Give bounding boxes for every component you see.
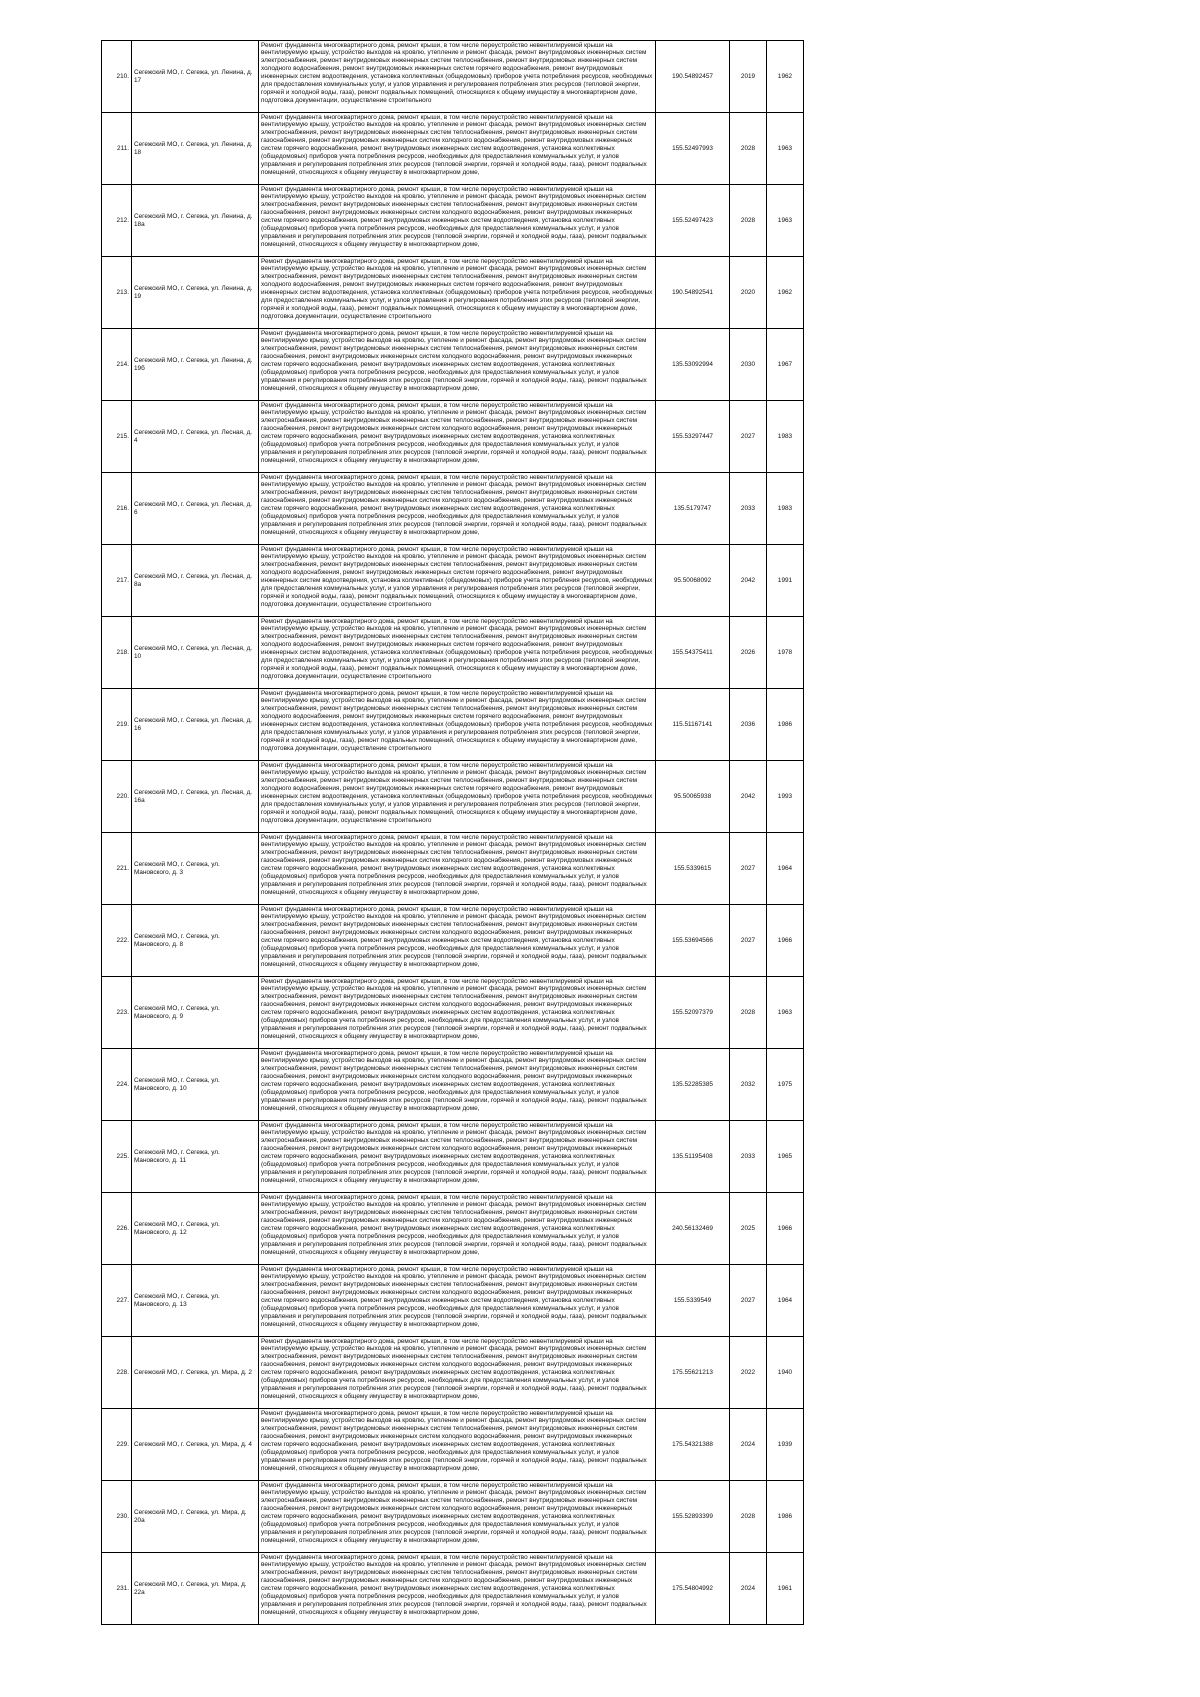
cost-cell: 135.52285385: [656, 1049, 730, 1121]
works-cell: [259, 977, 656, 1049]
table-row: [102, 689, 804, 761]
row-number: 221.: [102, 833, 132, 905]
table-row: [102, 1553, 804, 1625]
built-year-cell: 1962: [767, 257, 804, 329]
planned-year-cell: 2025: [730, 1193, 767, 1265]
built-year-cell: 1978: [767, 617, 804, 689]
works-cell: [259, 545, 656, 617]
works-text: Ремонт фундамента многоквартирного дома, ремонт крыши, в том числе переустройство невентилируемой крыши на вентилируемую крышу, устройство выходов на кровлю, утепление и ремонт фасада, ремонт внутридомовых инженерных систем электроснабжения, ремонт внутридомовых инженерных систем теплоснабжения, ремонт внутридомовых инженерных систем холодного водоснабжения, ремонт внутридомовых инженерных систем горячего водоснабжения, ремонт внутридомовых инженерных систем водоотведения, установка коллективных (общедомовых) приборов учета потребления ресурсов, необходимых для предоставления коммунальных услуг, и узлов управления и регулирования потребления этих ресурсов (тепловой энергии, горячей и холодной воды, газа), ремонт подвальных помещений, относящихся к общему имуществу в многоквартирном доме, подготовка документации, осуществление строительного: [261, 761, 653, 824]
works-cell: [259, 1553, 656, 1625]
planned-year-cell: 2027: [730, 1265, 767, 1337]
built-year-cell: 1963: [767, 185, 804, 257]
cost-cell: 155.5339615: [656, 833, 730, 905]
built-year-cell: 1940: [767, 1337, 804, 1409]
planned-year-cell: 2028: [730, 113, 767, 185]
row-number: 213.: [102, 257, 132, 329]
address-cell: Сегежский МО, г. Сегежа, ул. Ленина, д. 17: [132, 41, 259, 113]
row-number: 227.: [102, 1265, 132, 1337]
table-row: [102, 113, 804, 185]
works-text: Ремонт фундамента многоквартирного дома, ремонт крыши, в том числе переустройство невентилируемой крыши на вентилируемую крышу, устройство выходов на кровлю, утепление и ремонт фасада, ремонт внутридомовых инженерных систем электроснабжения, ремонт внутридомовых инженерных систем теплоснабжения, ремонт внутридомовых инженерных систем газоснабжения, ремонт внутридомовых инженерных систем холодного водоснабжения, ремонт внутридомовых инженерных систем горячего водоснабжения, ремонт внутридомовых инженерных систем водоотведения, установка коллективных (общедомовых) приборов учета потребления ресурсов, необходимых для предоставления коммунальных услуг, и узлов управления и регулирования потребления этих ресурсов (тепловой энергии, горячей и холодной воды, газа), ремонт подвальных помещений, относящихся к общему имуществу в многоквартирном доме,: [261, 185, 647, 248]
address-cell: Сегежский МО, г. Сегежа, ул. Ленина, д. 18а: [132, 185, 259, 257]
table-row: [102, 41, 804, 113]
row-number: 220.: [102, 761, 132, 833]
works-cell: [259, 761, 656, 833]
works-text: Ремонт фундамента многоквартирного дома, ремонт крыши, в том числе переустройство невентилируемой крыши на вентилируемую крышу, устройство выходов на кровлю, утепление и ремонт фасада, ремонт внутридомовых инженерных систем электроснабжения, ремонт внутридомовых инженерных систем теплоснабжения, ремонт внутридомовых инженерных систем газоснабжения, ремонт внутридомовых инженерных систем холодного водоснабжения, ремонт внутридомовых инженерных систем горячего водоснабжения, ремонт внутридомовых инженерных систем водоотведения, установка коллективных (общедомовых) приборов учета потребления ресурсов, необходимых для предоставления коммунальных услуг, и узлов управления и регулирования потребления этих ресурсов (тепловой энергии, горячей и холодной воды, газа), ремонт подвальных помещений, относящихся к общему имуществу в многоквартирном доме,: [261, 401, 647, 464]
works-text: Ремонт фундамента многоквартирного дома, ремонт крыши, в том числе переустройство невентилируемой крыши на вентилируемую крышу, устройство выходов на кровлю, утепление и ремонт фасада, ремонт внутридомовых инженерных систем электроснабжения, ремонт внутридомовых инженерных систем теплоснабжения, ремонт внутридомовых инженерных систем газоснабжения, ремонт внутридомовых инженерных систем холодного водоснабжения, ремонт внутридомовых инженерных систем горячего водоснабжения, ремонт внутридомовых инженерных систем водоотведения, установка коллективных (общедомовых) приборов учета потребления ресурсов, необходимых для предоставления коммунальных услуг, и узлов управления и регулирования потребления этих ресурсов (тепловой энергии, горячей и холодной воды, газа), ремонт подвальных помещений, относящихся к общему имуществу в многоквартирном доме,: [261, 1481, 647, 1544]
row-number: 212.: [102, 185, 132, 257]
works-cell: [259, 41, 656, 113]
planned-year-cell: 2022: [730, 1337, 767, 1409]
table-row: [102, 761, 804, 833]
works-cell: [259, 473, 656, 545]
address-cell: Сегежский МО, г. Сегежа, ул. Мира, д. 22а: [132, 1553, 259, 1625]
row-number: 231.: [102, 1553, 132, 1625]
built-year-cell: 1983: [767, 473, 804, 545]
address-cell: Сегежский МО, г. Сегежа, ул. Лесная, д. 16а: [132, 761, 259, 833]
works-cell: [259, 329, 656, 401]
built-year-cell: 1986: [767, 689, 804, 761]
row-number: 215.: [102, 401, 132, 473]
planned-year-cell: 2024: [730, 1553, 767, 1625]
address-cell: Сегежский МО, г. Сегежа, ул. Лесная, д. 10: [132, 617, 259, 689]
address-cell: Сегежский МО, г. Сегежа, ул. Мановского, д. 8: [132, 905, 259, 977]
built-year-cell: 1993: [767, 761, 804, 833]
cost-cell: 175.55621213: [656, 1337, 730, 1409]
planned-year-cell: 2026: [730, 617, 767, 689]
works-text: Ремонт фундамента многоквартирного дома, ремонт крыши, в том числе переустройство невентилируемой крыши на вентилируемую крышу, устройство выходов на кровлю, утепление и ремонт фасада, ремонт внутридомовых инженерных систем электроснабжения, ремонт внутридомовых инженерных систем теплоснабжения, ремонт внутридомовых инженерных систем газоснабжения, ремонт внутридомовых инженерных систем холодного водоснабжения, ремонт внутридомовых инженерных систем горячего водоснабжения, ремонт внутридомовых инженерных систем водоотведения, установка коллективных (общедомовых) приборов учета потребления ресурсов, необходимых для предоставления коммунальных услуг, и узлов управления и регулирования потребления этих ресурсов (тепловой энергии, горячей и холодной воды, газа), ремонт подвальных помещений, относящихся к общему имуществу в многоквартирном доме,: [261, 1121, 647, 1184]
address-cell: Сегежский МО, г. Сегежа, ул. Мановского, д. 13: [132, 1265, 259, 1337]
works-text: Ремонт фундамента многоквартирного дома, ремонт крыши, в том числе переустройство невентилируемой крыши на вентилируемую крышу, устройство выходов на кровлю, утепление и ремонт фасада, ремонт внутридомовых инженерных систем электроснабжения, ремонт внутридомовых инженерных систем теплоснабжения, ремонт внутридомовых инженерных систем газоснабжения, ремонт внутридомовых инженерных систем холодного водоснабжения, ремонт внутридомовых инженерных систем горячего водоснабжения, ремонт внутридомовых инженерных систем водоотведения, установка коллективных (общедомовых) приборов учета потребления ресурсов, необходимых для предоставления коммунальных услуг, и узлов управления и регулирования потребления этих ресурсов (тепловой энергии, горячей и холодной воды, газа), ремонт подвальных помещений, относящихся к общему имуществу в многоквартирном доме,: [261, 977, 647, 1040]
works-text: Ремонт фундамента многоквартирного дома, ремонт крыши, в том числе переустройство невентилируемой крыши на вентилируемую крышу, устройство выходов на кровлю, утепление и ремонт фасада, ремонт внутридомовых инженерных систем электроснабжения, ремонт внутридомовых инженерных систем теплоснабжения, ремонт внутридомовых инженерных систем холодного водоснабжения, ремонт внутридомовых инженерных систем горячего водоснабжения, ремонт внутридомовых инженерных систем водоотведения, установка коллективных (общедомовых) приборов учета потребления ресурсов, необходимых для предоставления коммунальных услуг, и узлов управления и регулирования потребления этих ресурсов (тепловой энергии, горячей и холодной воды, газа), ремонт подвальных помещений, относящихся к общему имуществу в многоквартирном доме, подготовка документации, осуществление строительного: [261, 545, 653, 608]
row-number: 228.: [102, 1337, 132, 1409]
built-year-cell: 1961: [767, 1553, 804, 1625]
cost-cell: 155.53694566: [656, 905, 730, 977]
built-year-cell: 1964: [767, 1265, 804, 1337]
row-number: 219.: [102, 689, 132, 761]
cost-cell: 175.54321388: [656, 1409, 730, 1481]
cost-cell: 95.50065938: [656, 761, 730, 833]
table-body: [102, 41, 804, 1625]
table-row: [102, 1265, 804, 1337]
address-cell: Сегежский МО, г. Сегежа, ул. Лесная, д. 6: [132, 473, 259, 545]
built-year-cell: 1962: [767, 41, 804, 113]
built-year-cell: 1964: [767, 833, 804, 905]
works-cell: [259, 689, 656, 761]
works-text: Ремонт фундамента многоквартирного дома, ремонт крыши, в том числе переустройство невентилируемой крыши на вентилируемую крышу, устройство выходов на кровлю, утепление и ремонт фасада, ремонт внутридомовых инженерных систем электроснабжения, ремонт внутридомовых инженерных систем теплоснабжения, ремонт внутридомовых инженерных систем газоснабжения, ремонт внутридомовых инженерных систем холодного водоснабжения, ремонт внутридомовых инженерных систем горячего водоснабжения, ремонт внутридомовых инженерных систем водоотведения, установка коллективных (общедомовых) приборов учета потребления ресурсов, необходимых для предоставления коммунальных услуг, и узлов управления и регулирования потребления этих ресурсов (тепловой энергии, горячей и холодной воды, газа), ремонт подвальных помещений, относящихся к общему имуществу в многоквартирном доме,: [261, 1265, 647, 1328]
address-cell: Сегежский МО, г. Сегежа, ул. Мановского, д. 3: [132, 833, 259, 905]
address-cell: Сегежский МО, г. Сегежа, ул. Лесная, д. 16: [132, 689, 259, 761]
works-cell: [259, 185, 656, 257]
works-text: Ремонт фундамента многоквартирного дома, ремонт крыши, в том числе переустройство невентилируемой крыши на вентилируемую крышу, устройство выходов на кровлю, утепление и ремонт фасада, ремонт внутридомовых инженерных систем электроснабжения, ремонт внутридомовых инженерных систем теплоснабжения, ремонт внутридомовых инженерных систем газоснабжения, ремонт внутридомовых инженерных систем холодного водоснабжения, ремонт внутридомовых инженерных систем горячего водоснабжения, ремонт внутридомовых инженерных систем водоотведения, установка коллективных (общедомовых) приборов учета потребления ресурсов, необходимых для предоставления коммунальных услуг, и узлов управления и регулирования потребления этих ресурсов (тепловой энергии, горячей и холодной воды, газа), ремонт подвальных помещений, относящихся к общему имуществу в многоквартирном доме,: [261, 905, 647, 968]
address-cell: Сегежский МО, г. Сегежа, ул. Ленина, д. 18: [132, 113, 259, 185]
address-cell: Сегежский МО, г. Сегежа, ул. Ленина, д. 19: [132, 257, 259, 329]
works-text: Ремонт фундамента многоквартирного дома, ремонт крыши, в том числе переустройство невентилируемой крыши на вентилируемую крышу, устройство выходов на кровлю, утепление и ремонт фасада, ремонт внутридомовых инженерных систем электроснабжения, ремонт внутридомовых инженерных систем теплоснабжения, ремонт внутридомовых инженерных систем холодного водоснабжения, ремонт внутридомовых инженерных систем горячего водоснабжения, ремонт внутридомовых инженерных систем водоотведения, установка коллективных (общедомовых) приборов учета потребления ресурсов, необходимых для предоставления коммунальных услуг, и узлов управления и регулирования потребления этих ресурсов (тепловой энергии, горячей и холодной воды, газа), ремонт подвальных помещений, относящихся к общему имуществу в многоквартирном доме, подготовка документации, осуществление строительного: [261, 617, 653, 680]
built-year-cell: 1991: [767, 545, 804, 617]
planned-year-cell: 2042: [730, 545, 767, 617]
address-cell: Сегежский МО, г. Сегежа, ул. Ленина, д. 19б: [132, 329, 259, 401]
built-year-cell: 1965: [767, 1121, 804, 1193]
table-row: [102, 257, 804, 329]
cost-cell: 155.52497423: [656, 185, 730, 257]
works-cell: [259, 1265, 656, 1337]
works-text: Ремонт фундамента многоквартирного дома, ремонт крыши, в том числе переустройство невентилируемой крыши на вентилируемую крышу, устройство выходов на кровлю, утепление и ремонт фасада, ремонт внутридомовых инженерных систем электроснабжения, ремонт внутридомовых инженерных систем теплоснабжения, ремонт внутридомовых инженерных систем газоснабжения, ремонт внутридомовых инженерных систем холодного водоснабжения, ремонт внутридомовых инженерных систем горячего водоснабжения, ремонт внутридомовых инженерных систем водоотведения, установка коллективных (общедомовых) приборов учета потребления ресурсов, необходимых для предоставления коммунальных услуг, и узлов управления и регулирования потребления этих ресурсов (тепловой энергии, горячей и холодной воды, газа), ремонт подвальных помещений, относящихся к общему имуществу в многоквартирном доме,: [261, 1409, 647, 1472]
row-number: 230.: [102, 1481, 132, 1553]
built-year-cell: 1939: [767, 1409, 804, 1481]
cost-cell: 155.5339549: [656, 1265, 730, 1337]
works-text: Ремонт фундамента многоквартирного дома, ремонт крыши, в том числе переустройство невентилируемой крыши на вентилируемую крышу, устройство выходов на кровлю, утепление и ремонт фасада, ремонт внутридомовых инженерных систем электроснабжения, ремонт внутридомовых инженерных систем теплоснабжения, ремонт внутридомовых инженерных систем газоснабжения, ремонт внутридомовых инженерных систем холодного водоснабжения, ремонт внутридомовых инженерных систем горячего водоснабжения, ремонт внутридомовых инженерных систем водоотведения, установка коллективных (общедомовых) приборов учета потребления ресурсов, необходимых для предоставления коммунальных услуг, и узлов управления и регулирования потребления этих ресурсов (тепловой энергии, горячей и холодной воды, газа), ремонт подвальных помещений, относящихся к общему имуществу в многоквартирном доме,: [261, 473, 647, 536]
cost-cell: 135.5179747: [656, 473, 730, 545]
table-row: [102, 401, 804, 473]
works-cell: [259, 1337, 656, 1409]
row-number: 223.: [102, 977, 132, 1049]
planned-year-cell: 2027: [730, 905, 767, 977]
row-number: 218.: [102, 617, 132, 689]
works-cell: [259, 1481, 656, 1553]
table-row: [102, 473, 804, 545]
works-cell: [259, 1193, 656, 1265]
built-year-cell: 1963: [767, 977, 804, 1049]
works-text: Ремонт фундамента многоквартирного дома, ремонт крыши, в том числе переустройство невентилируемой крыши на вентилируемую крышу, устройство выходов на кровлю, утепление и ремонт фасада, ремонт внутридомовых инженерных систем электроснабжения, ремонт внутридомовых инженерных систем теплоснабжения, ремонт внутридомовых инженерных систем газоснабжения, ремонт внутридомовых инженерных систем холодного водоснабжения, ремонт внутридомовых инженерных систем горячего водоснабжения, ремонт внутридомовых инженерных систем водоотведения, установка коллективных (общедомовых) приборов учета потребления ресурсов, необходимых для предоставления коммунальных услуг, и узлов управления и регулирования потребления этих ресурсов (тепловой энергии, горячей и холодной воды, газа), ремонт подвальных помещений, относящихся к общему имуществу в многоквартирном доме,: [261, 1337, 647, 1400]
built-year-cell: 1966: [767, 905, 804, 977]
cost-cell: 240.56132469: [656, 1193, 730, 1265]
planned-year-cell: 2028: [730, 1481, 767, 1553]
row-number: 226.: [102, 1193, 132, 1265]
works-cell: [259, 1121, 656, 1193]
planned-year-cell: 2019: [730, 41, 767, 113]
table-row: [102, 1121, 804, 1193]
table-row: [102, 1481, 804, 1553]
table-row: [102, 905, 804, 977]
row-number: 210.: [102, 41, 132, 113]
cost-cell: 155.52893399: [656, 1481, 730, 1553]
cost-cell: 190.54892457: [656, 41, 730, 113]
planned-year-cell: 2024: [730, 1409, 767, 1481]
works-cell: [259, 1049, 656, 1121]
row-number: 224.: [102, 1049, 132, 1121]
row-number: 225.: [102, 1121, 132, 1193]
repair-program-table: [101, 40, 804, 1625]
works-text: Ремонт фундамента многоквартирного дома, ремонт крыши, в том числе переустройство невентилируемой крыши на вентилируемую крышу, устройство выходов на кровлю, утепление и ремонт фасада, ремонт внутридомовых инженерных систем электроснабжения, ремонт внутридомовых инженерных систем теплоснабжения, ремонт внутридомовых инженерных систем холодного водоснабжения, ремонт внутридомовых инженерных систем горячего водоснабжения, ремонт внутридомовых инженерных систем водоотведения, установка коллективных (общедомовых) приборов учета потребления ресурсов, необходимых для предоставления коммунальных услуг, и узлов управления и регулирования потребления этих ресурсов (тепловой энергии, горячей и холодной воды, газа), ремонт подвальных помещений, относящихся к общему имуществу в многоквартирном доме, подготовка документации, осуществление строительного: [261, 689, 653, 752]
works-text: Ремонт фундамента многоквартирного дома, ремонт крыши, в том числе переустройство невентилируемой крыши на вентилируемую крышу, устройство выходов на кровлю, утепление и ремонт фасада, ремонт внутридомовых инженерных систем электроснабжения, ремонт внутридомовых инженерных систем теплоснабжения, ремонт внутридомовых инженерных систем газоснабжения, ремонт внутридомовых инженерных систем холодного водоснабжения, ремонт внутридомовых инженерных систем горячего водоснабжения, ремонт внутридомовых инженерных систем водоотведения, установка коллективных (общедомовых) приборов учета потребления ресурсов, необходимых для предоставления коммунальных услуг, и узлов управления и регулирования потребления этих ресурсов (тепловой энергии, горячей и холодной воды, газа), ремонт подвальных помещений, относящихся к общему имуществу в многоквартирном доме,: [261, 113, 647, 176]
works-cell: [259, 617, 656, 689]
table-row: [102, 617, 804, 689]
cost-cell: 155.52097379: [656, 977, 730, 1049]
cost-cell: 155.52497993: [656, 113, 730, 185]
built-year-cell: 1983: [767, 401, 804, 473]
planned-year-cell: 2028: [730, 185, 767, 257]
table-row: [102, 977, 804, 1049]
address-cell: Сегежский МО, г. Сегежа, ул. Мановского, д. 10: [132, 1049, 259, 1121]
table-row: [102, 1337, 804, 1409]
works-cell: [259, 113, 656, 185]
planned-year-cell: 2032: [730, 1049, 767, 1121]
planned-year-cell: 2033: [730, 1121, 767, 1193]
table-row: [102, 833, 804, 905]
cost-cell: 155.54375411: [656, 617, 730, 689]
row-number: 222.: [102, 905, 132, 977]
works-cell: [259, 1409, 656, 1481]
address-cell: Сегежский МО, г. Сегежа, ул. Мира, д. 20а: [132, 1481, 259, 1553]
planned-year-cell: 2042: [730, 761, 767, 833]
address-cell: Сегежский МО, г. Сегежа, ул. Лесная, д. 4: [132, 401, 259, 473]
works-text: Ремонт фундамента многоквартирного дома, ремонт крыши, в том числе переустройство невентилируемой крыши на вентилируемую крышу, устройство выходов на кровлю, утепление и ремонт фасада, ремонт внутридомовых инженерных систем электроснабжения, ремонт внутридомовых инженерных систем теплоснабжения, ремонт внутридомовых инженерных систем газоснабжения, ремонт внутридомовых инженерных систем холодного водоснабжения, ремонт внутридомовых инженерных систем горячего водоснабжения, ремонт внутридомовых инженерных систем водоотведения, установка коллективных (общедомовых) приборов учета потребления ресурсов, необходимых для предоставления коммунальных услуг, и узлов управления и регулирования потребления этих ресурсов (тепловой энергии, горячей и холодной воды, газа), ремонт подвальных помещений, относящихся к общему имуществу в многоквартирном доме,: [261, 1193, 647, 1256]
planned-year-cell: 2030: [730, 329, 767, 401]
cost-cell: 115.51167141: [656, 689, 730, 761]
works-text: Ремонт фундамента многоквартирного дома, ремонт крыши, в том числе переустройство невентилируемой крыши на вентилируемую крышу, устройство выходов на кровлю, утепление и ремонт фасада, ремонт внутридомовых инженерных систем электроснабжения, ремонт внутридомовых инженерных систем теплоснабжения, ремонт внутридомовых инженерных систем газоснабжения, ремонт внутридомовых инженерных систем холодного водоснабжения, ремонт внутридомовых инженерных систем горячего водоснабжения, ремонт внутридомовых инженерных систем водоотведения, установка коллективных (общедомовых) приборов учета потребления ресурсов, необходимых для предоставления коммунальных услуг, и узлов управления и регулирования потребления этих ресурсов (тепловой энергии, горячей и холодной воды, газа), ремонт подвальных помещений, относящихся к общему имуществу в многоквартирном доме,: [261, 1553, 647, 1616]
cost-cell: 190.54892541: [656, 257, 730, 329]
planned-year-cell: 2036: [730, 689, 767, 761]
cost-cell: 95.50068092: [656, 545, 730, 617]
address-cell: Сегежский МО, г. Сегежа, ул. Лесная, д. 8а: [132, 545, 259, 617]
works-cell: [259, 401, 656, 473]
works-cell: [259, 905, 656, 977]
row-number: 216.: [102, 473, 132, 545]
row-number: 214.: [102, 329, 132, 401]
works-text: Ремонт фундамента многоквартирного дома, ремонт крыши, в том числе переустройство невентилируемой крыши на вентилируемую крышу, устройство выходов на кровлю, утепление и ремонт фасада, ремонт внутридомовых инженерных систем электроснабжения, ремонт внутридомовых инженерных систем теплоснабжения, ремонт внутридомовых инженерных систем холодного водоснабжения, ремонт внутридомовых инженерных систем горячего водоснабжения, ремонт внутридомовых инженерных систем водоотведения, установка коллективных (общедомовых) приборов учета потребления ресурсов, необходимых для предоставления коммунальных услуг, и узлов управления и регулирования потребления этих ресурсов (тепловой энергии, горячей и холодной воды, газа), ремонт подвальных помещений, относящихся к общему имуществу в многоквартирном доме, подготовка документации, осуществление строительного: [261, 257, 653, 320]
table-row: [102, 329, 804, 401]
table-row: [102, 1409, 804, 1481]
cost-cell: 155.53297447: [656, 401, 730, 473]
planned-year-cell: 2027: [730, 833, 767, 905]
built-year-cell: 1967: [767, 329, 804, 401]
works-text: Ремонт фундамента многоквартирного дома, ремонт крыши, в том числе переустройство невентилируемой крыши на вентилируемую крышу, устройство выходов на кровлю, утепление и ремонт фасада, ремонт внутридомовых инженерных систем электроснабжения, ремонт внутридомовых инженерных систем теплоснабжения, ремонт внутридомовых инженерных систем газоснабжения, ремонт внутридомовых инженерных систем холодного водоснабжения, ремонт внутридомовых инженерных систем горячего водоснабжения, ремонт внутридомовых инженерных систем водоотведения, установка коллективных (общедомовых) приборов учета потребления ресурсов, необходимых для предоставления коммунальных услуг, и узлов управления и регулирования потребления этих ресурсов (тепловой энергии, горячей и холодной воды, газа), ремонт подвальных помещений, относящихся к общему имуществу в многоквартирном доме,: [261, 833, 647, 896]
works-text: Ремонт фундамента многоквартирного дома, ремонт крыши, в том числе переустройство невентилируемой крыши на вентилируемую крышу, устройство выходов на кровлю, утепление и ремонт фасада, ремонт внутридомовых инженерных систем электроснабжения, ремонт внутридомовых инженерных систем теплоснабжения, ремонт внутридомовых инженерных систем газоснабжения, ремонт внутридомовых инженерных систем холодного водоснабжения, ремонт внутридомовых инженерных систем горячего водоснабжения, ремонт внутридомовых инженерных систем водоотведения, установка коллективных (общедомовых) приборов учета потребления ресурсов, необходимых для предоставления коммунальных услуг, и узлов управления и регулирования потребления этих ресурсов (тепловой энергии, горячей и холодной воды, газа), ремонт подвальных помещений, относящихся к общему имуществу в многоквартирном доме,: [261, 329, 647, 392]
works-text: Ремонт фундамента многоквартирного дома, ремонт крыши, в том числе переустройство невентилируемой крыши на вентилируемую крышу, устройство выходов на кровлю, утепление и ремонт фасада, ремонт внутридомовых инженерных систем электроснабжения, ремонт внутридомовых инженерных систем теплоснабжения, ремонт внутридомовых инженерных систем газоснабжения, ремонт внутридомовых инженерных систем холодного водоснабжения, ремонт внутридомовых инженерных систем горячего водоснабжения, ремонт внутридомовых инженерных систем водоотведения, установка коллективных (общедомовых) приборов учета потребления ресурсов, необходимых для предоставления коммунальных услуг, и узлов управления и регулирования потребления этих ресурсов (тепловой энергии, горячей и холодной воды, газа), ремонт подвальных помещений, относящихся к общему имуществу в многоквартирном доме,: [261, 1049, 647, 1112]
planned-year-cell: 2028: [730, 977, 767, 1049]
cost-cell: 175.54804992: [656, 1553, 730, 1625]
table-row: [102, 545, 804, 617]
address-cell: Сегежский МО, г. Сегежа, ул. Мановского, д. 9: [132, 977, 259, 1049]
planned-year-cell: 2033: [730, 473, 767, 545]
table-row: [102, 1193, 804, 1265]
table-row: [102, 1049, 804, 1121]
row-number: 211.: [102, 113, 132, 185]
row-number: 217.: [102, 545, 132, 617]
address-cell: Сегежский МО, г. Сегежа, ул. Мановского, д. 12: [132, 1193, 259, 1265]
table-row: [102, 185, 804, 257]
built-year-cell: 1963: [767, 113, 804, 185]
built-year-cell: 1966: [767, 1193, 804, 1265]
works-text: Ремонт фундамента многоквартирного дома, ремонт крыши, в том числе переустройство невентилируемой крыши на вентилируемую крышу, устройство выходов на кровлю, утепление и ремонт фасада, ремонт внутридомовых инженерных систем электроснабжения, ремонт внутридомовых инженерных систем теплоснабжения, ремонт внутридомовых инженерных систем холодного водоснабжения, ремонт внутридомовых инженерных систем горячего водоснабжения, ремонт внутридомовых инженерных систем водоотведения, установка коллективных (общедомовых) приборов учета потребления ресурсов, необходимых для предоставления коммунальных услуг, и узлов управления и регулирования потребления этих ресурсов (тепловой энергии, горячей и холодной воды, газа), ремонт подвальных помещений, относящихся к общему имуществу в многоквартирном доме, подготовка документации, осуществление строительного: [261, 41, 653, 104]
address-cell: Сегежский МО, г. Сегежа, ул. Мановского, д. 11: [132, 1121, 259, 1193]
built-year-cell: 1975: [767, 1049, 804, 1121]
cost-cell: 135.51195408: [656, 1121, 730, 1193]
built-year-cell: 1986: [767, 1481, 804, 1553]
address-cell: Сегежский МО, г. Сегежа, ул. Мира, д. 2: [132, 1337, 259, 1409]
row-number: 229.: [102, 1409, 132, 1481]
works-cell: [259, 833, 656, 905]
planned-year-cell: 2020: [730, 257, 767, 329]
address-cell: Сегежский МО, г. Сегежа, ул. Мира, д. 4: [132, 1409, 259, 1481]
works-cell: [259, 257, 656, 329]
cost-cell: 135.53092994: [656, 329, 730, 401]
planned-year-cell: 2027: [730, 401, 767, 473]
